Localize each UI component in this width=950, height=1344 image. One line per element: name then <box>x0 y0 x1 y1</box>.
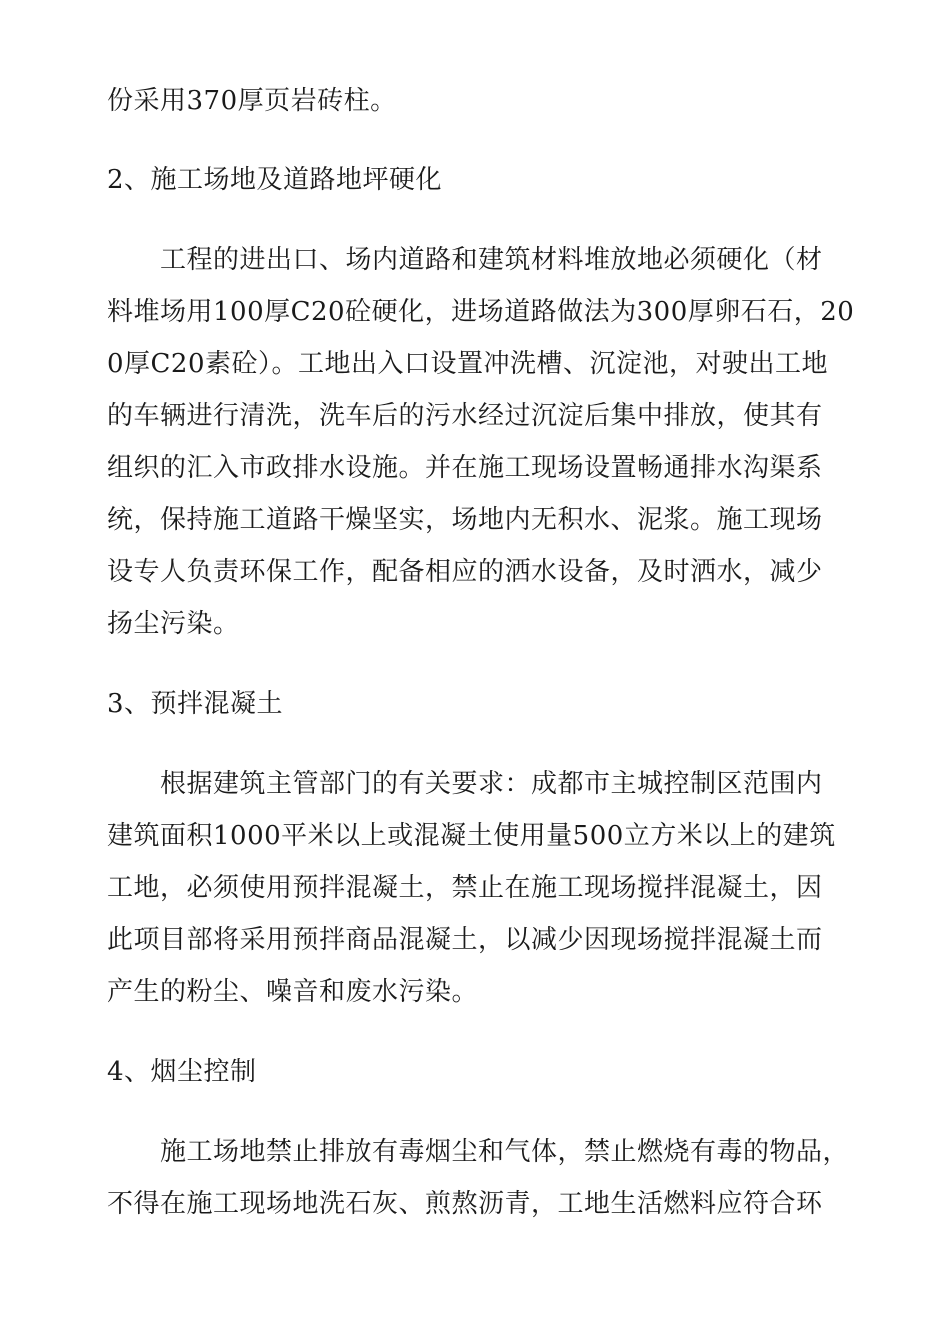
section3-line-5: 产生的粉尘、噪音和废水污染。 <box>107 977 479 1007</box>
section4-line-2: 不得在施工现场地洗石灰、煎熬沥青，工地生活燃料应符合环 <box>107 1189 823 1219</box>
section2-line-3: 0厚C20素砼）。工地出入口设置冲洗槽、沉淀池，对驶出工地 <box>107 349 829 379</box>
section2-line-2: 料堆场用100厚C20砼硬化，进场道路做法为300厚卵石石，20 <box>107 297 855 327</box>
section2-line-4: 的车辆进行清洗，洗车后的污水经过沉淀后集中排放，使其有 <box>107 401 823 431</box>
section3-line-2: 建筑面积1000平米以上或混凝土使用量500立方米以上的建筑 <box>107 821 836 851</box>
section2-line-8: 扬尘污染。 <box>107 609 240 639</box>
section3-line-4: 此项目部将采用预拌商品混凝土，以减少因现场搅拌混凝土而 <box>107 925 823 955</box>
paragraph-continuation: 份采用370厚页岩砖柱。 <box>107 86 397 116</box>
section2-line-5: 组织的汇入市政排水设施。并在施工现场设置畅通排水沟渠系 <box>107 453 823 483</box>
section3-line-1: 根据建筑主管部门的有关要求：成都市主城控制区范围内 <box>160 769 823 799</box>
section2-line-1: 工程的进出口、场内道路和建筑材料堆放地必须硬化（材 <box>160 245 823 275</box>
section3-line-3: 工地，必须使用预拌混凝土，禁止在施工现场搅拌混凝土，因 <box>107 873 823 903</box>
section2-line-7: 设专人负责环保工作，配备相应的洒水设备，及时洒水，减少 <box>107 557 823 587</box>
section2-line-6: 统，保持施工道路干燥坚实，场地内无积水、泥浆。施工现场 <box>107 505 823 535</box>
section-heading-4: 4、烟尘控制 <box>107 1057 257 1087</box>
section4-line-1: 施工场地禁止排放有毒烟尘和气体，禁止燃烧有毒的物品， <box>160 1137 850 1167</box>
section-heading-3: 3、预拌混凝土 <box>107 689 284 719</box>
section-heading-2: 2、施工场地及道路地坪硬化 <box>107 165 443 195</box>
